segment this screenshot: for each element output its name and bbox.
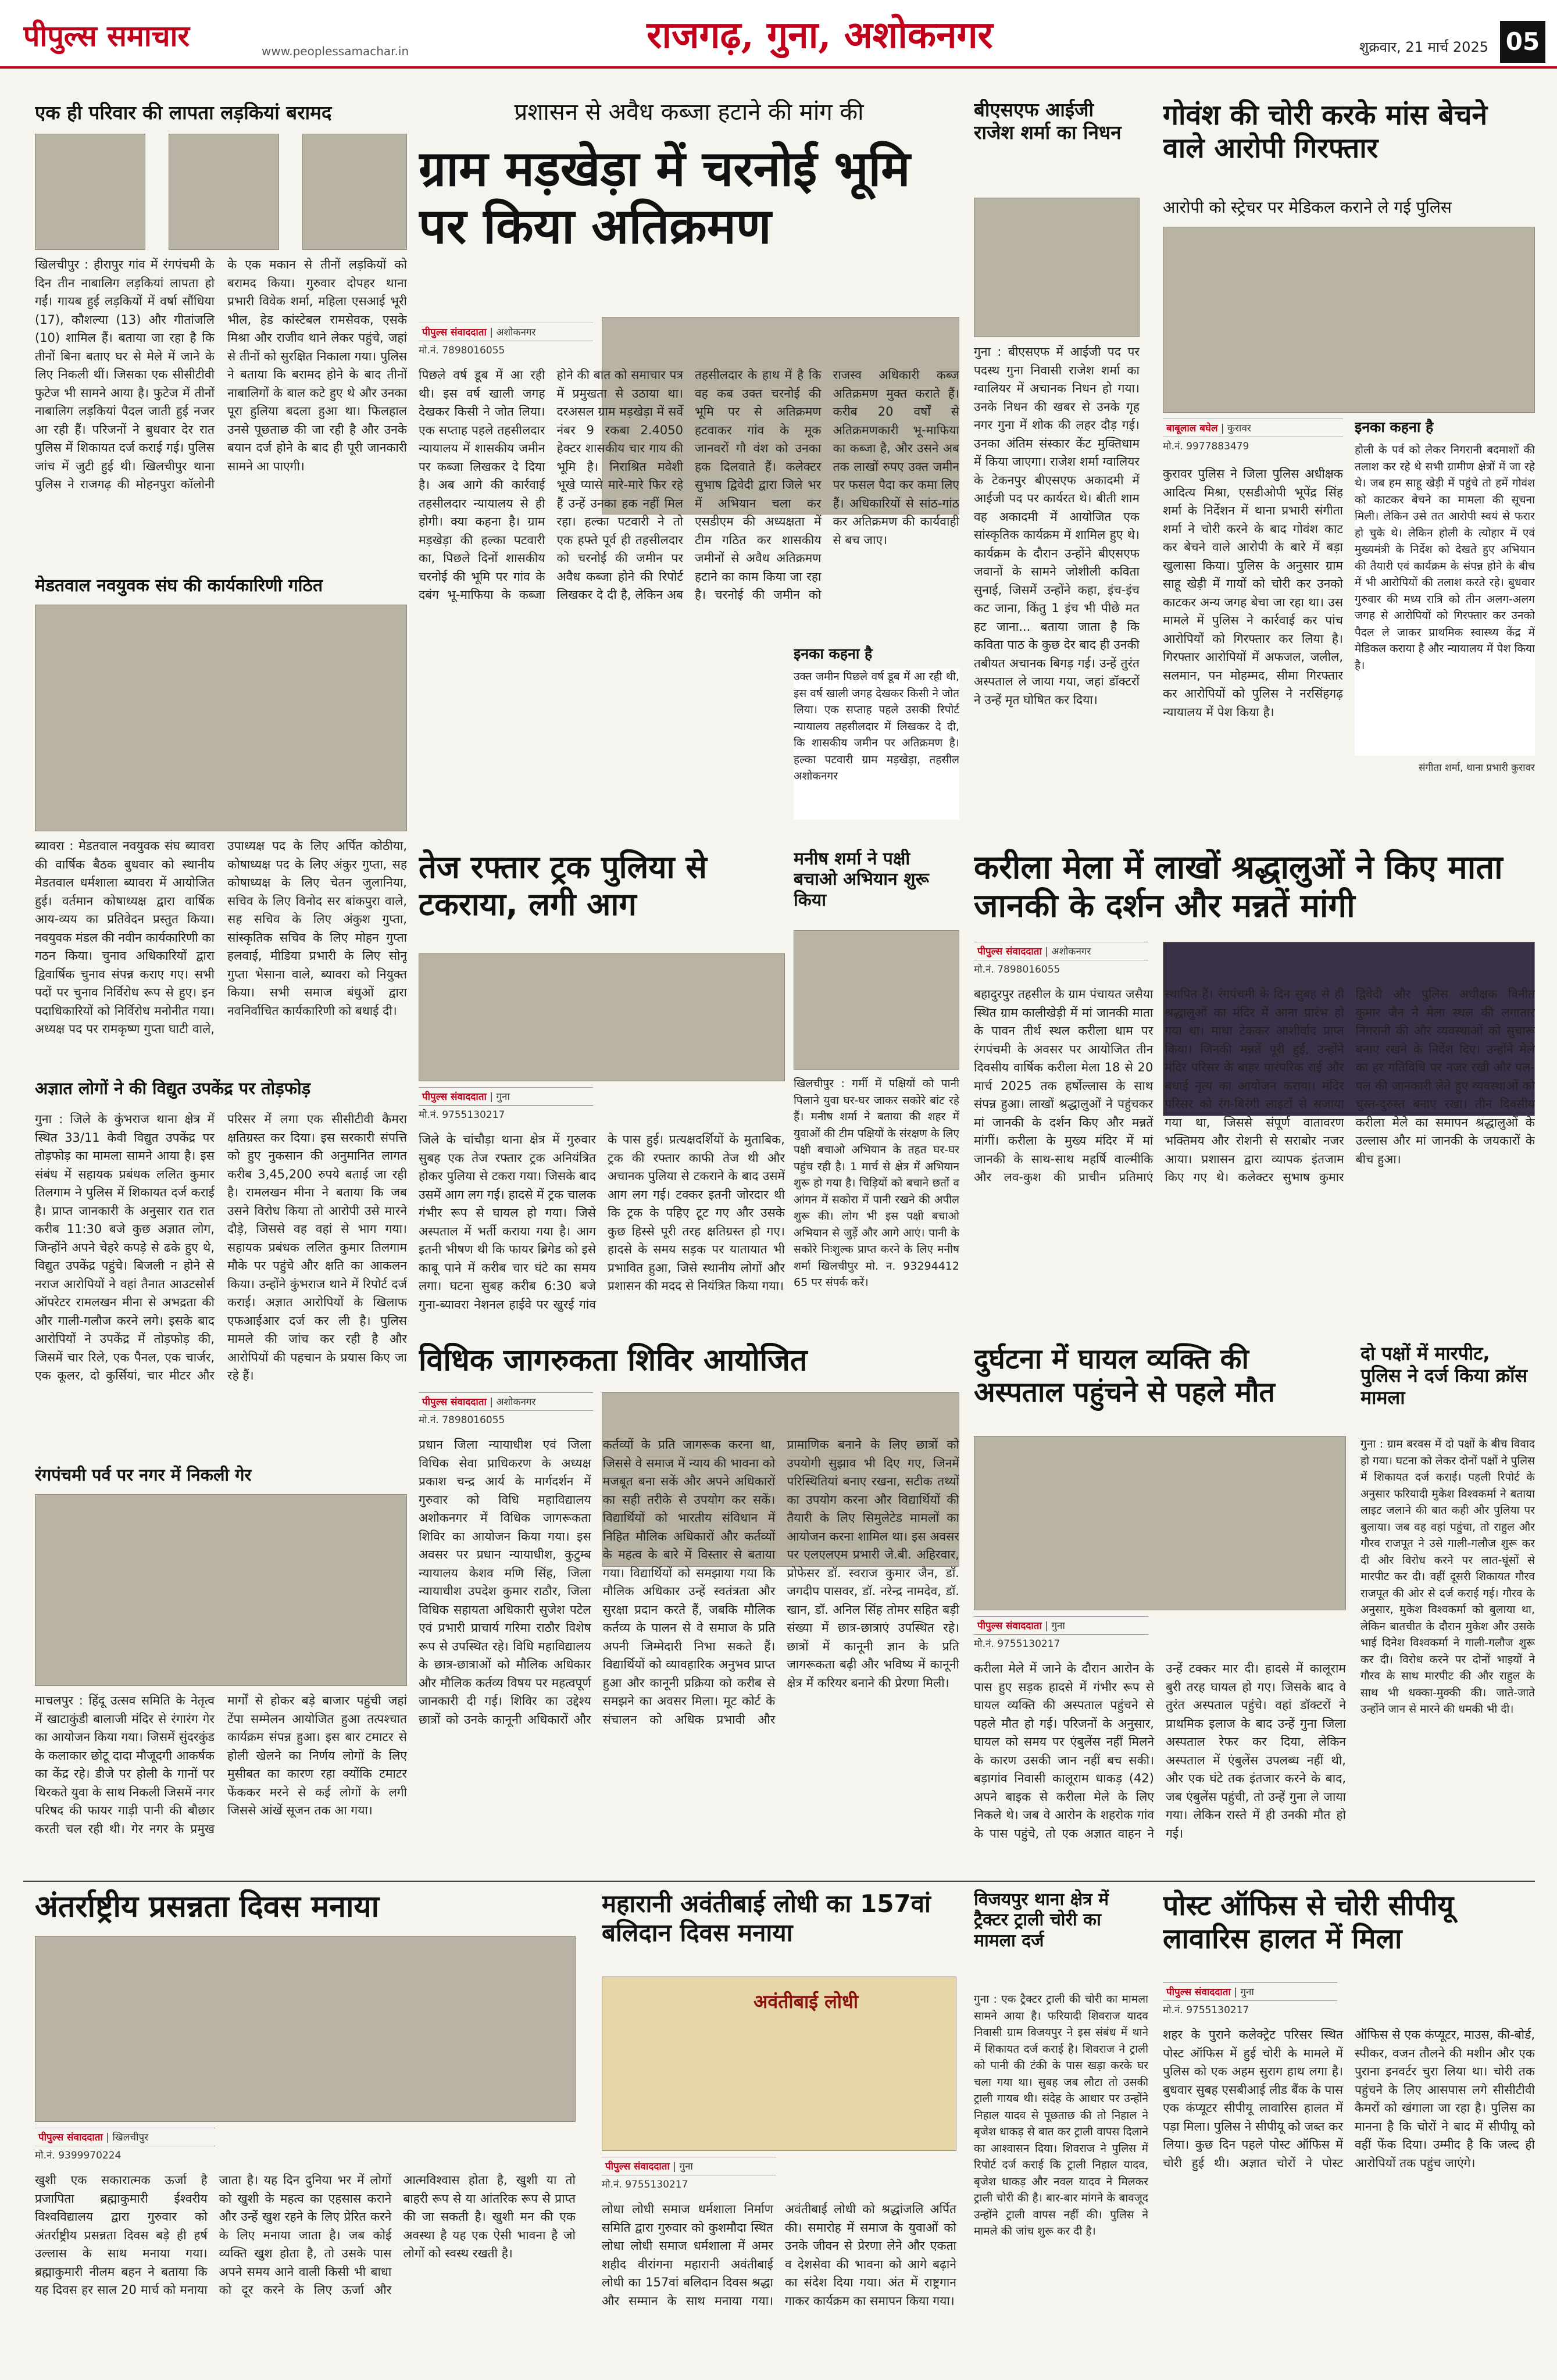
accident-mobile: मो.नं. 9755130217: [974, 1638, 1060, 1650]
section-title: राजगढ़, गुना, अशोकनगर: [647, 13, 993, 57]
logo: पीपुल्स समाचार: [23, 19, 190, 53]
fight-body: गुना : ग्राम बरवस में दो पक्षों के बीच विवाद हो गया। घटना को लेकर दोनों पक्षों ने पुलिस में शिकायत दर्ज कराई। पहली रिपोर्ट के अनुसार फरियादी मुकेश विश्वकर्मा ने बताया लाइट जलाने की बात कही और पुलिया पर बुलाया। जब वह वहां पहुंचा, तो राहुल और गौरव राजपूत ने उसे गाली-गलौज शुरू कर दी और विरोध करने पर लात-घूंसों से मारपीट कर दी। वहीं दूसरी शिकायत गौरव राजपूत की ओर से दर्ज कराई गई। गौरव के अनुसार, मुकेश विश्वकर्मा को बुलाया था, लेकिन बातचीत के दौरान मुकेश और उसके भाई दिनेश विश्वकर्मा ने गाली-गलौज शुरू कर दी। विरोध करने पर दोनों भाइयों ने गौरव के साथ मारपीट की और राहुल के साथ भी धक्का-मुक्की की। जाते-जाते उन्होंने जान से मारने की धमकी भी दी।: [1360, 1438, 1535, 1716]
transformer-body: गुना : जिले के कुंभराज थाना क्षेत्र में स्थित 33/11 केवी विद्युत उपकेंद्र पर तोड़फोड़ का मामला सामने आया है। इस संबंध में सहायक प्रबंधक ललित कुमार तिलगाम ने पुलिस में शिकायत दर्ज कराई है। प्राप्त जानकारी के अनुसार रात रात करीब 11:30 बजे कुछ अज्ञात लोग, जिन्होंने अपने चेहरे कपड़े से ढके हुए थे, विद्युत उपकेंद्र पहुंचे। बिजली न होने से नराज आरोपियों ने वहां तैनात आउटसोर्स ऑपरेटर रामलखन मीना से अभद्रता की और गाली-गलौज करने लगे। इसके बाद आरोपियों ने उपकेंद्र में तोड़फोड़ की, जिसमें चार रिले, एक पैनल, एक चार्जर, एक कूलर, दो कुर्सियां, चार मीटर और परिसर में लगा एक सीसीटीवी कैमरा क्षतिग्रस्त कर दिया। इस सरकारी संपत्ति को हुए नुकसान की अनुमानित लागत करीब 3,45,200 रुपये बताई जा रही है। रामलखन मीना ने बताया कि जब उसने विरोध किया तो आरोपी उसे मारने दौड़े, जिससे वह वहां से भाग गया। सहायक प्रबंधक ललित कुमार तिलगाम मौके पर पहुंचे और क्षति का आकलन किया। उन्होंने कुंभराज थाने में रिपोर्ट दर्ज कराई। अज्ञात आरोपियों के खिलाफ एफआईआर दर्ज कर ली है। पुलिस मामले की जांच कर रही है और आरोपियों की पहचान के प्रयास किए जा रहे हैं।: [35, 1112, 407, 1382]
gair-body: माचलपुर : हिंदू उत्सव समिति के नेतृत्व में खाटाकुंडी बालाजी मंदिर से रंगारंग गेर का आयोजन किया गया। जिसमें सुंदरकुंड के कलाकार छोटू दादा मौजूदगी आकर्षक का केंद्र रहे। डीजे पर होली के गानों पर थिरकते युवा के साथ निकली जिसमें नगर परिषद की फायर गाड़ी पानी की बौछार करती चल रही थी। गेर नगर के प्रमुख मार्गों से होकर बड़े बाजार पहुंची जहां टेंपा सम्मेलन आयोजित हुआ तत्पश्चात कार्यक्रम संपन्न हुआ। इस बार टमाटर से होली खेलने का निर्णय लोगों के लिए मुसीबत का कारण रहा क्योंकि टमाटर फेंककर मरने से कई लोगों के लगी जिससे आंखें सूजन तक आ गया।: [35, 1693, 407, 1836]
encroachment-kicker: प्रशासन से अवैध कब्जा हटाने की मांग की: [514, 99, 864, 126]
girl-photo-3: [302, 134, 407, 250]
karila-headline: करीला मेला में लाखों श्रद्धालुओं ने किए माता जानकी के दर्शन और मन्नतें मांगी: [974, 849, 1503, 925]
girl-photo-2: [169, 134, 279, 250]
encroachment-body: पिछले वर्ष डूब में आ रही थी। इस वर्ष खाली जगह देखकर किसी ने जोत लिया। एक सप्ताह पहले तहसीलदार न्यायालय में शासकीय जमीन पर कब्जा लिखकर दे दिया है। अब आगे की कार्रवाई तहसीलदार न्यायालय से ही होगी। क्या कहना है। ग्राम मड़खेड़ा की हल्का पटवारी का, पिछले दिनों शासकीय चरनोई की भूमि पर गांव के दबंग भू-माफिया के कब्जा होने की बात को समाचार पत्र में प्रमुखता से उठाया था। दरअसल ग्राम मड़खेड़ा में सर्वे नंबर 9 रकबा 2.4050 हेक्टर शासकीय चार गाय की भूमि है। निराश्रित मवेशी भूखे प्यासे मारे-मारे फिर रहे हैं उन्हें उनका हक नहीं मिल रहा। हल्का पटवारी ने तो एक हफ्ते पूर्व ही तहसीलदार को चरनोई की जमीन पर अवैध कब्जा होने की रिपोर्ट लिखकर दे दी है, लेकिन अब तहसीलदार के हाथ में है कि वह कब उक्त चरनोई की भूमि पर से अतिक्रमण हटवाकर गांव के मूक जानवरों गौ वंश को उनका हक दिलवाते हैं। कलेक्टर सुभाष द्विवेदी द्वारा जिले भर में अभियान चला कर एसडीएम की अध्यक्षता में टीम गठित कर शासकीय जमीनों से अवैध अतिक्रमण हटाने का काम किया जा रहा है। चरनोई की जमीन को राजस्व अधिकारी कब्ज अतिक्रमण मुक्त कराते हैं। करीब 20 वर्षों से अतिक्रमणकारी भू-माफिया का कब्जा है, और उसने अब तक लाखों रुपए उक्त जमीन पर फसल पैदा कर कमा लिए हैं। अधिकारियों से सांठ-गांठ कर अतिक्रमण की कार्यवाही से बच जाए।: [419, 368, 959, 602]
accident-headline: दुर्घटना में घायल व्यक्ति की अस्पताल पहुंचने से पहले मौत: [974, 1343, 1275, 1409]
legal-camp-headline: विधिक जागरुकता शिविर आयोजित: [419, 1343, 808, 1378]
tractor-theft-headline: विजयपुर थाना क्षेत्र में ट्रैक्टर ट्राली चोरी का मामला दर्ज: [974, 1889, 1109, 1951]
byline-label: पीपुल्स संवाददाता: [605, 2161, 670, 2172]
truck-fire-photo: [419, 953, 785, 1081]
happiness-byline: पीपुल्स संवाददाता | खिलचीपुर: [35, 2128, 215, 2146]
sparrow-headline: मनीष शर्मा ने पक्षी बचाओ अभियान शुरू किया: [794, 849, 929, 910]
byline-label: पीपुल्स संवाददाता: [38, 2132, 103, 2143]
page-number: 05: [1500, 21, 1545, 63]
post-office-body: शहर के पुराने कलेक्ट्रेट परिसर स्थित पोस्ट ऑफिस में हुई चोरी के मामले में पुलिस को एक अहम सुराग हाथ लगा है। बुधवार सुबह एसबीआई लीड बैंक के पास एक कंप्यूटर सीपीयू लावारिस हालत में पड़ा मिला। पुलिस ने सीपीयू को जब्त कर लिया। कुछ दिन पहले पोस्ट ऑफिस में चोरी हुई थी। अज्ञात चोरों ने पोस्ट ऑफिस से एक कंप्यूटर, माउस, की-बोर्ड, स्पीकर, वजन तौलने की मशीन और एक पुराना इनवर्टर चुरा लिया था। चोरी तक पहुंचने के लिए आसपास लगे सीसीटीवी कैमरों को खंगाला जा रहा है। पुलिस का मानना है कि चोरों ने बाद में सीपीयू को वहीं फेंक दिया। उम्मीद है कि जल्द ही आरोपियों तक पहुंच जाएंगे।: [1163, 2028, 1535, 2170]
gair-headline: रंगपंचमी पर्व पर नगर में निकली गेर: [35, 1465, 252, 1485]
website: www.peoplessamachar.in: [262, 44, 409, 58]
avantibai-mobile: मो.नं. 9755130217: [602, 2179, 688, 2190]
encroachment-mobile: मो.नं. 7898016055: [419, 345, 505, 356]
byline-place: गुना: [1051, 1620, 1065, 1632]
bsf-ig-portrait: [974, 198, 1140, 337]
cow-theft-headline: गोवंश की चोरी करके मांस बेचने वाले आरोपी गिरफ्तार: [1163, 99, 1488, 165]
transformer-headline: अज्ञात लोगों ने की विद्युत उपकेंद्र पर तोड़फोड़: [35, 1078, 311, 1098]
cow-theft-quote: होली के पर्व को लेकर निगरानी बदमाशों की तलाश कर रहे थे सभी ग्रामीण क्षेत्रों में जा रहे थे। जब हम साहू खेड़ी में पहुंचे तो हमें गोवंश को काटकर बेचने का मामला की सूचना मिली। लेकिन उसे तत आरोपी स्वयं से फरार हो चुके थे। लेकिन होली के त्योहार में एवं मुख्यमंत्री के निर्देश को देखते हुए अभियान की तैयारी एवं कार्यक्रम के संपन्न होने के बीच में भी आरोपियों की तलाश करते रहे। बुधवार गुरुवार की मध्य रात्रि को तीन अलग-अलग जगह से आरोपियों को गिरफ्तार कर उनको पैदल ले जाकर प्राथमिक स्वास्थ्य केंद्र में मेडिकल कराया है और न्यायालय में पेश किया है।: [1355, 442, 1535, 756]
byline-place: गुना: [1240, 1986, 1254, 1998]
fight-headline: दो पक्षों में मारपीट, पुलिस ने दर्ज किया क्रॉस मामला: [1360, 1343, 1528, 1409]
cow-theft-quote-title: इनका कहना है: [1355, 419, 1434, 435]
cow-theft-kicker: आरोपी को स्ट्रेचर पर मेडिकल कराने ले गई पुलिस: [1163, 198, 1452, 217]
encroachment-quote-title: इनका कहना है: [794, 645, 873, 662]
sparrow-body: खिलचीपुर : गर्मी में पक्षियों को पानी पिलाने युवा घर-घर जाकर सकोरे बांट रहे हैं। मनीष शर्मा ने बताया की शहर में युवाओं की टीम पक्षियों के संरक्षण के लिए पक्षी बचाओ अभियान के तहत घर-घर पहुंच रही है। 1 मार्च से क्षेत्र में अभियान शुरू हो गया है। चिड़ियों को बचाने छतों व आंगन में सकोरा में पानी रखने की अपील शुरू की। लोग भी इस पक्षी बचाओ अभियान से जुड़ें और आगे आएं। पानी के सकोरे निःशुल्क प्राप्त करने के लिए मनीष शर्मा खिलचीपुर मो. न. 93294412 65 पर संपर्क करें।: [794, 1077, 959, 1289]
happiness-headline: अंतर्राष्ट्रीय प्रसन्नता दिवस मनाया: [35, 1889, 380, 1924]
legal-camp-mobile: मो.नं. 7898016055: [419, 1414, 505, 1426]
meghwal-meeting-photo: [35, 605, 407, 831]
bottom-row-divider: [23, 1881, 1535, 1882]
girl-photo-1: [35, 134, 145, 250]
avantibai-photo: [602, 1977, 956, 2151]
happiness-mobile: मो.नं. 9399970224: [35, 2150, 122, 2161]
legal-camp-byline: पीपुल्स संवाददाता | अशोकनगर: [419, 1392, 593, 1411]
karila-body: बहादुरपुर तहसील के ग्राम पंचायत जसैया स्थित ग्राम कालीखेड़ी में मां जानकी माता के पावन तीर्थ स्थल करीला धाम पर रंगपंचमी के अवसर पर आयोजित तीन दिवसीय वार्षिक करीला मेला 18 से 20 मार्च 2025 तक हर्षोल्लास के साथ संपन्न हुआ। लाखों श्रद्धालुओं ने पहुंचकर मां जानकी के दर्शन किए और मन्नतें मांगीं। करीला के मुख्य मंदिर में मां जानकी के साथ-साथ महर्षि वाल्मीकि और लव-कुश की प्राचीन प्रतिमाएं स्थापित हैं। रंगपंचमी के दिन सुबह से ही श्रद्धालुओं का मंदिर में आना प्रारंभ हो गया था। माथा टेककर आशीर्वाद प्राप्त किया। जिनकी मन्नतें पूरी हुईं, उन्होंने मंदिर परिसर के बाहर पारंपरिक राई और बधाई नृत्य का आयोजन कराया। मंदिर परिसर को रंग-बिरंगी लाइटों से सजाया गया था, जिससे संपूर्ण वातावरण भक्तिमय और रोशनी से सराबोर नजर आया। प्रशासन द्वारा व्यापक इंतजाम किए गए थे। कलेक्टर सुभाष कुमार द्विवेदी और पुलिस अधीक्षक विनीत कुमार जैन ने मेला स्थल की लगातार निगरानी की और व्यवस्थाओं को सुचारू बनाए रखने के निर्देश दिए। उन्होंने मेले का हर गतिविधि पर नजर रखी और पल-पल की जानकारी लेते हुए व्यवस्थाओं को चुस्त-दुरुस्त बनाए रखा। तीन दिवसीय करीला मेले का समापन श्रद्धालुओं के उल्लास और मां जानकी के जयकारों के बीच हुआ।: [974, 987, 1535, 1184]
sparrow-campaigner-photo: [794, 930, 959, 1070]
encroachment-headline: ग्राम मड़खेड़ा में चरनोई भूमि पर किया अतिक्रमण: [419, 140, 910, 255]
truck-fire-mobile: मो.नं. 9755130217: [419, 1109, 505, 1121]
byline-place: अशोकनगर: [496, 327, 536, 338]
cow-theft-mobile: मो.नं. 9977883479: [1163, 441, 1249, 452]
accident-hospital-photo: [974, 1436, 1346, 1610]
byline-label: पीपुल्स संवाददाता: [977, 946, 1042, 957]
cow-theft-body: कुरावर पुलिस ने जिला पुलिस अधीक्षक आदित्य मिश्रा, एसडीओपी भूपेंद्र सिंह शर्मा के निर्देशन में थाना प्रभारी संगीता शर्मा ने चोरी करने के बाद गोवंश काट कर बेचने वाले आरोपी के बारे में बड़ा खुलासा किया। पुलिस के अनुसार ग्राम साहू खेड़ी में गायों को चोरी कर उनको काटकर अन्य जगह बेचा जा रहा था। उस मामले में पुलिस ने कार्रवाई कर पांच आरोपियों को गिरफ्तार कर लिया है। गिरफ्तार आरोपियों में अफजल, जलील, सलमान, पन मोहम्मद, सीमा गिरफ्तार कर आरोपियों को पुलिस ने नरसिंहगढ़ न्यायालय में पेश किया है।: [1163, 467, 1343, 719]
truck-fire-headline: तेज रफ्तार ट्रक पुलिया से टकराया, लगी आग: [419, 849, 707, 923]
legal-camp-body: प्रधान जिला न्यायाधीश एवं जिला विधिक सेवा प्राधिकरण के अध्यक्ष प्रकाश चन्द्र आर्य के मार्गदर्शन में गुरुवार को विधि महाविद्यालय अशोकनगर में विधिक जागरूकता शिविर का आयोजन किया गया। इस अवसर पर प्रधान न्यायाधीश, कुटुम्ब न्यायालय केशव मणि सिंह, जिला न्यायाधीश उपदेश कुमार राठौर, जिला विधिक सहायता अधिकारी सुजेश पटेल एवं प्रभारी प्राचार्य गरिमा राठौर विशेष रूप से उपस्थित रहे। विधि महाविद्यालय के छात्र-छात्राओं को मौलिक अधिकार और मौलिक कर्तव्य विषय पर महत्वपूर्ण जानकारी दी गई। शिविर का उद्देश्य छात्रों को उनके कानूनी अधिकारों और कर्तव्यों के प्रति जागरूक करना था, जिससे वे समाज में न्याय की भावना को मजबूत बना सकें और अपने अधिकारों का सही तरीके से उपयोग कर सकें। विद्यार्थियों को भारतीय संविधान में निहित मौलिक अधिकारों और कर्तव्यों के महत्व के बारे में विस्तार से बताया गया। विद्यार्थियों को समझाया गया कि मौलिक अधिकार उन्हें स्वतंत्रता और सुरक्षा प्रदान करते हैं, जबकि मौलिक कर्तव्य के पालन से वे समाज के प्रति अपनी जिम्मेदारी निभा सकते हैं। विद्यार्थियों को व्यावहारिक अनुभव प्राप्त हुआ और कानूनी प्रक्रिया को करीब से समझने का अवसर मिला। मूट कोर्ट के संचालन को अधिक प्रभावी और प्रामाणिक बनाने के लिए छात्रों को उपयोगी सुझाव भी दिए गए, जिनमें परिस्थितियां बनाए रखना, सटीक तथ्यों का उपयोग करना और विद्यार्थियों की तैयारी के लिए सिमुलेटेड मामलों का आयोजन करना शामिल था। इस अवसर पर एलएलएम प्रभारी जे.बी. अहिरवार, प्रोफेसर डॉ. स्वराज कुमार जैन, डॉ. जगदीप पासवर, डॉ. नरेन्द्र नामदेव, डॉ. खान, डॉ. अनिल सिंह तोमर सहित बड़ी संख्या में छात्र-छात्राएं उपस्थित रहे। छात्रों में कानूनी ज्ञान के प्रति जागरूकता बढ़ी और भविष्य में कानूनी क्षेत्र में करियर बनाने की प्रेरणा मिली।: [419, 1438, 959, 1727]
cow-theft-arrest-photo: [1163, 227, 1535, 413]
cow-theft-quote-author: संगीता शर्मा, थाना प्रभारी कुरावर: [1418, 762, 1535, 774]
byline-place: अशोकनगर: [496, 1396, 536, 1408]
meghwal-body: ब्यावरा : मेडतवाल नवयुवक संघ ब्यावरा की वार्षिक बैठक बुधवार को स्थानीय मेडतवाल धर्मशाला ब्यावरा में आयोजित हुई। वर्तमान कोषाध्यक्ष द्वारा वार्षिक आय-व्यय का प्रतिवेदन प्रस्तुत किया। नवयुवक मंडल की नवीन कार्यकारिणी का गठन किया। चुनाव अधिकारियों द्वारा द्विवार्षिक चुनाव संपन्न कराए गए। सभी पदों पर चुनाव निर्विरोध रूप से हुए। इन पदाधिकारियों को निर्विरोध मनोनीत गया। अध्यक्ष पद पर रामकृष्ण गुप्ता घाटी वाले, उपाध्यक्ष पद के लिए अर्पित कोठीया, कोषाध्यक्ष पद के लिए अंकुर गुप्ता, सह कोषाध्यक्ष के लिए चेतन जुलानिया, सचिव के लिए विनोद सर बांकपुरा वाले, सह सचिव के लिए अंकुश गुप्ता, सांस्कृतिक सचिव के लिए मोहन गुप्ता हलवाई, मीडिया प्रभारी के लिए सोनू गुप्ता भेसाना वाले, ब्यावरा को नियुक्त किया। सभी समाज बंधुओं द्वारा नवनिर्वाचित कार्यकारिणी को बधाई दी।: [35, 839, 407, 1036]
post-office-mobile: मो.नं. 9755130217: [1163, 2004, 1249, 2016]
post-office-byline: पीपुल्स संवाददाता | गुना: [1163, 1982, 1337, 2001]
bsf-ig-body: गुना : बीएसएफ में आईजी पद पर पदस्थ गुना निवासी राजेश शर्मा का ग्वालियर में अचानक निधन हो गया। उनके निधन की खबर से उनके गृह नगर गुना में शोक की लहर दौड़ गई। उनका अंतिम संस्कार केंट मुक्तिधाम में किया जाएगा। राजेश शर्मा ग्वालियर के टेकनपुर बीएसएफ अकादमी में आईजी पद पर कार्यरत थे। बीती शाम वह अकादमी में आयोजित एक सांस्कृतिक कार्यक्रम में शामिल हुए थे। कार्यक्रम के दौरान उन्होंने बीएसएफ जवानों के सामने जोशीली कविता सुनाई, जिसमें उन्होंने कहा, इंच-इंच कट जाना, किंतु 1 इंच भी पीछे मत हट जाना... बताया जाता है कि कविता पाठ के कुछ देर बाद ही उनकी तबीयत अचानक बिगड़ गई। उन्हें तुरंत अस्पताल ले जाया गया, जहां डॉक्टरों ने उन्हें मृत घोषित कर दिया।: [974, 345, 1140, 707]
byline-place: अशोकनगर: [1051, 946, 1091, 957]
karila-mobile: मो.नं. 7898016055: [974, 964, 1060, 975]
byline-label: पीपुल्स संवाददाता: [422, 1091, 487, 1103]
bsf-ig-headline: बीएसएफ आईजी राजेश शर्मा का निधन: [974, 99, 1122, 144]
byline-label: पीपुल्स संवाददाता: [1166, 1986, 1231, 1998]
post-office-headline: पोस्ट ऑफिस से चोरी सीपीयू लावारिस हालत में मिला: [1163, 1889, 1454, 1955]
missing-girls-body: खिलचीपुर : हीरापुर गांव में रंगपंचमी के दिन तीन नाबालिग लड़कियां लापता हो गईं। गायब हुई लड़कियों में वर्षा सौंधिया (17), कौशल्या (13) और गीतांजलि (10) शामिल हैं। बताया जा रहा है कि तीनों बिना बताए घर से मेले में जाने के लिए निकली थीं। जिसका एक सीसीटीवी फुटेज भी सामने आया है। फुटेज में तीनों नाबालिग लड़कियां पैदल जाती हुई नजर आ रही हैं। परिजनों ने बुधवार देर रात पुलिस में शिकायत दर्ज कराई गई। पुलिस जांच में जुटी हुई थी। खिलचीपुर थाना पुलिस ने राजगढ़ की मोहनपुरा कॉलोनी के एक मकान से तीनों लड़कियों को बरामद किया। गुरुवार दोपहर थाना प्रभारी विवेक शर्मा, महिला एसआई भूरी भील, हेड कांस्टेबल रामसेवक, एसके मिश्रा और राजीव थाने लेकर पहुंचे, जहां से तीनों को सुरक्षित निकाला गया। पुलिस ने बताया कि बरामद होने के बाद तीनों नाबालिगों के बाल कटे हुए थे और उनका पूरा हुलिया बदला हुआ था। फिलहाल उनसे पूछताछ की जा रही है और उनके बयान दर्ज होने के बाद ही पूरी जानकारी सामने आ पाएगी।: [35, 258, 407, 491]
avantibai-banner-text: अवंतीबाई लोधी: [753, 1991, 859, 2013]
accident-body: करीला मेले में जाने के दौरान आरोन के पास हुए सड़क हादसे में गंभीर रूप से घायल व्यक्ति की अस्पताल पहुंचने से पहले मौत हो गई। परिजनों के अनुसार, घायल को समय पर एंबुलेंस नहीं मिलने के कारण उसकी जान नहीं बच सकी। बड़ागांव निवासी कालूराम धाकड़ (42) अपने बाइक से करीला मेले के लिए निकले थे। जब वे आरोन के शहरोक गांव के पास पहुंचे, तो एक अज्ञात वाहन ने उन्हें टक्कर मार दी। हादसे में कालूराम बुरी तरह घायल हो गए। जिसके बाद वे तुरंत अस्पताल पहुंचे। वहां डॉक्टरों ने प्राथमिक इलाज के बाद उन्हें गुना जिला अस्पताल रेफर कर दिया, लेकिन अस्पताल में एंबुलेंस उपलब्ध नहीं थी, और एक घंटे तक इंतजार करने के बाद, जब एंबुलेंस पहुंची, तो उन्हें गुना ले जाया गया। लेकिन रास्ते में ही उनकी मौत हो गई।: [974, 1661, 1346, 1841]
byline-label: पीपुल्स संवाददाता: [422, 1396, 487, 1408]
meghwal-headline: मेडतवाल नवयुवक संघ की कार्यकारिणी गठित: [35, 576, 323, 596]
byline-label: पीपुल्स संवाददाता: [977, 1620, 1042, 1632]
byline-place: गुना: [496, 1091, 510, 1103]
byline-place: गुना: [679, 2161, 693, 2172]
happiness-body: खुशी एक सकारात्मक ऊर्जा है प्रजापिता ब्रह्माकुमारी ईश्वरीय विश्वविद्यालय द्वारा गुरुवार को अंतर्राष्ट्रीय प्रसन्नता दिवस बड़े ही हर्ष उल्लास के साथ मनाया गया। ब्रह्माकुमारी नीलम बहन ने बताया कि यह दिवस हर साल 20 मार्च को मनाया जाता है। यह दिन दुनिया भर में लोगों को खुशी के महत्व का एहसास कराने और उन्हें खुश रहने के लिए प्रेरित करने के लिए मनाया जाता है। जब कोई व्यक्ति खुश होता है, तो उसके पास अपने समय आने वाली किसी भी बाधा को दूर करने के लिए ऊर्जा और आत्मविश्वास होता है, खुशी या तो बाहरी रूप से या आंतरिक रूप से प्राप्त की जा सकती है। खुशी मन की एक अवस्था है यह एक ऐसी भावना है जो लोगों को स्वस्थ रखती है।: [35, 2173, 576, 2297]
byline-place: कुरावर: [1227, 423, 1251, 434]
avantibai-headline: महारानी अवंतीबाई लोधी का 157वां बलिदान दिवस मनाया: [602, 1889, 931, 1947]
byline-place: खिलचीपुर: [112, 2132, 149, 2143]
happiness-group-photo: [35, 1936, 576, 2122]
byline-label: बाबूलाल बघेल: [1166, 423, 1218, 434]
byline-label: पीपुल्स संवाददाता: [422, 327, 487, 338]
missing-girls-headline: एक ही परिवार की लापता लड़कियां बरामद: [35, 102, 332, 124]
encroachment-byline: पीपुल्स संवाददाता | अशोकनगर: [419, 323, 593, 341]
cow-theft-byline: बाबूलाल बघेल | कुरावर: [1163, 419, 1343, 437]
gair-procession-photo: [35, 1494, 407, 1686]
encroachment-quote: उक्त जमीन पिछले वर्ष डूब में आ रही थी, इस वर्ष खाली जगह देखकर किसी ने जोत लिया। एक सप्ताह पहले उसकी रिपोर्ट न्यायालय तहसीलदार में लिखकर दे दी, कि शासकीय जमीन पर अतिक्रमण है। हल्का पटवारी ग्राम मड़खेड़ा, तहसील अशोकनगर: [794, 669, 959, 820]
date: शुक्रवार, 21 मार्च 2025: [1359, 39, 1488, 55]
truck-fire-body: जिले के चांचौड़ा थाना क्षेत्र में गुरुवार सुबह एक तेज रफ्तार ट्रक अनियंत्रित होकर पुलिया से टकरा गया। जिसके बाद उसमें आग लग गई। हादसे में ट्रक चालक गंभीर रूप से घायल हो गया। जिसे अस्पताल में भर्ती कराया गया है। आग इतनी भीषण थी कि फायर ब्रिगेड को इसे काबू पाने में करीब चार घंटे का समय लगा। घटना सुबह करीब 6:30 बजे गुना-ब्यावरा नेशनल हाईवे पर खुरई गांव के पास हुई। प्रत्यक्षदर्शियों के मुताबिक, ट्रक की रफ्तार काफी तेज थी और अचानक पुलिया से टकराने के बाद उसमें आग लग गई। टक्कर इतनी जोरदार थी कि ट्रक के पहिए टूट गए और उसके कुछ हिस्से पूरी तरह क्षतिग्रस्त हो गए। हादसे के समय सड़क पर यातायात भी प्रभावित हुआ, जिसे स्थानीय लोगों और प्रशासन की मदद से नियंत्रित किया गया।: [419, 1132, 785, 1311]
karila-byline: पीपुल्स संवाददाता | अशोकनगर: [974, 942, 1148, 960]
accident-byline: पीपुल्स संवाददाता | गुना: [974, 1616, 1148, 1635]
avantibai-byline: पीपुल्स संवाददाता | गुना: [602, 2157, 776, 2175]
avantibai-body: लोधा लोधी समाज धर्मशाला निर्माण समिति द्वारा गुरुवार को कुशमौदा स्थित लोधा लोधी समाज धर्मशाला में अमर शहीद वीरांगना महारानी अवंतीबाई लोधी का 157वां बलिदान दिवस श्रद्धा और सम्मान के साथ मनाया गया। अवंतीबाई लोधी को श्रद्धांजलि अर्पित की। समारोह में समाज के युवाओं को उनके जीवन से प्रेरणा लेने और एकता व देशसेवा की भावना को आगे बढ़ाने का संदेश दिया गया। अंत में राष्ट्रगान गाकर कार्यक्रम का समापन किया गया।: [602, 2202, 956, 2308]
masthead: [0, 0, 1557, 69]
tractor-theft-body: गुना : एक ट्रैक्टर ट्राली की चोरी का मामला सामने आया है। फरियादी शिवराज यादव निवासी ग्राम विजयपुर ने इस संबंध में थाने में शिकायत दर्ज कराई है। शिवराज ने ट्राली को पानी की टंकी के पास खड़ा करके घर चला गया था। सुबह जब लौटा तो उसकी ट्राली गायब थी। संदेह के आधार पर उन्होंने निहाल यादव से पूछताछ की तो निहाल ने बृजेश धाकड़ से बात कर ट्राली वापस दिलाने का आश्वासन दिया। शिवराज ने पुलिस में रिपोर्ट दर्ज कराई कि ट्राली निहाल यादव, बृजेश धाकड़ और नवल यादव ने मिलकर ट्राली चोरी की है। बार-बार मांगने के बावजूद उन्होंने ट्राली वापस नहीं की। पुलिस ने मामले की जांच शुरू कर दी है।: [974, 1993, 1148, 2238]
truck-fire-byline: पीपुल्स संवाददाता | गुना: [419, 1087, 593, 1106]
